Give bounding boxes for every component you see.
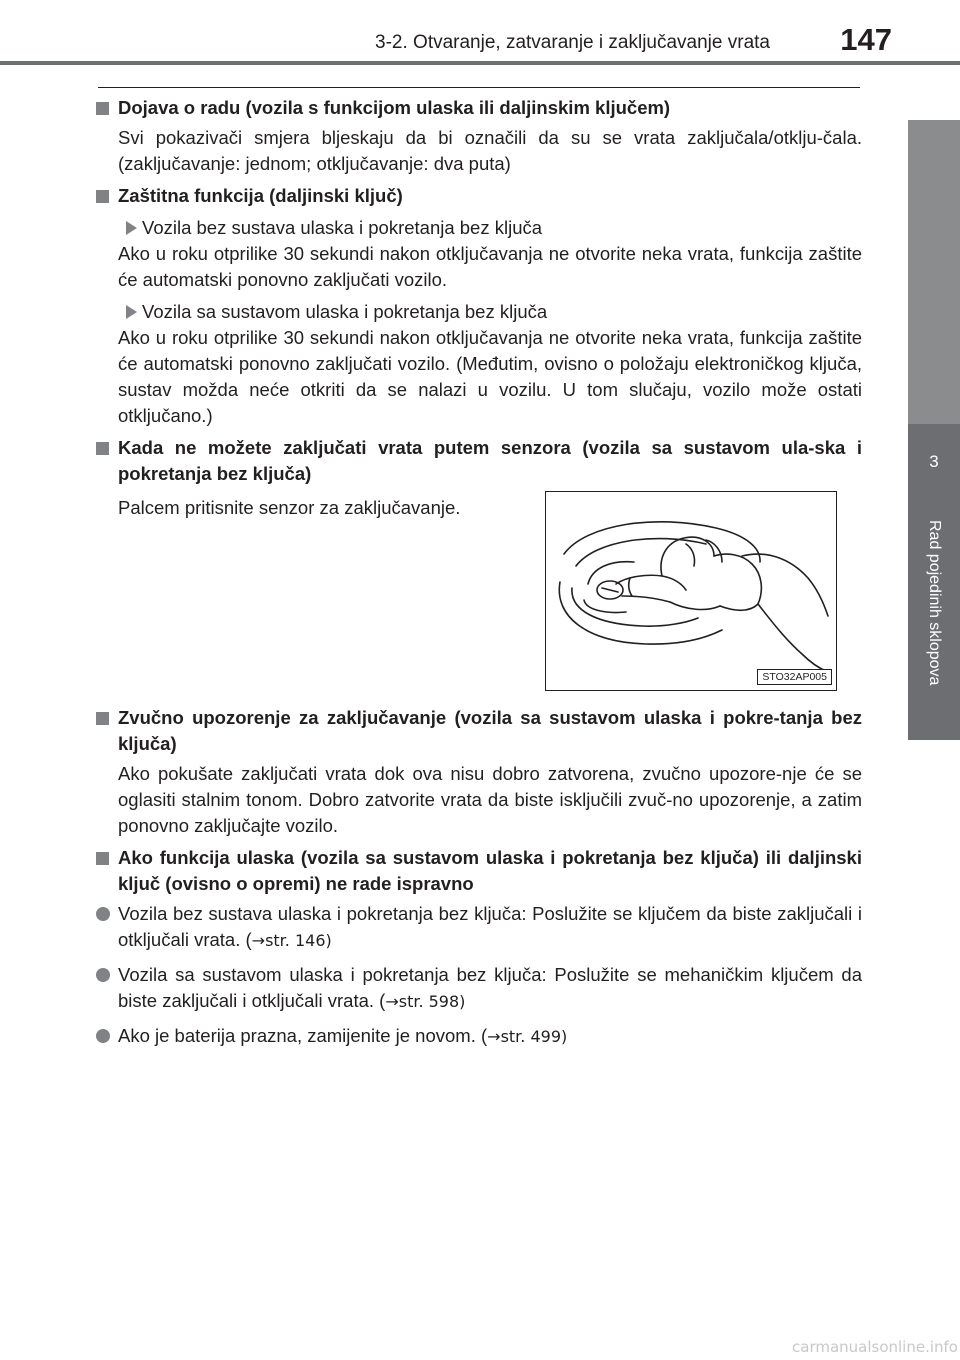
page-header bbox=[0, 0, 960, 70]
page-content bbox=[96, 95, 862, 1058]
list-item-text: Ako je baterija prazna, zamijenite je novom. ( bbox=[118, 1025, 488, 1046]
figure-row bbox=[96, 491, 862, 695]
chapter-number: 3 bbox=[908, 424, 960, 500]
round-bullet-icon bbox=[96, 1029, 110, 1043]
list-item bbox=[96, 962, 862, 1015]
watermark: carmanualsonline.info bbox=[792, 1338, 958, 1356]
triangle-arrow-icon bbox=[126, 305, 137, 319]
paragraph: Svi pokazivači smjera bljeskaju da bi označili da su se vrata zaključala/otklju-čala. (zaključavanje: jednom; otključavanje: dva puta) bbox=[118, 127, 862, 174]
heading-text: Zvučno upozorenje za zaključavanje (vozila sa sustavom ulaska i pokre-tanja bez ključa) bbox=[118, 707, 862, 754]
section-heading bbox=[96, 845, 862, 897]
page-reference-link[interactable]: →str. 499) bbox=[487, 1027, 568, 1046]
list-item-text: Vozila bez sustava ulaska i pokretanja bez ključa: Poslužite se ključem da biste zaključali i otključali vrata. ( bbox=[118, 903, 862, 950]
figure-code-label: STO32AP005 bbox=[757, 669, 832, 685]
triangle-arrow-icon bbox=[126, 221, 137, 235]
figure-caption: Palcem pritisnite senzor za zaključavanje. bbox=[118, 497, 461, 518]
page-reference-link[interactable]: →str. 598) bbox=[385, 992, 466, 1011]
heading-text: Ako funkcija ulaska (vozila sa sustavom ulaska i pokretanja bez ključa) ili daljinski ključ (ovisno o opremi) ne rade ispravno bbox=[118, 847, 862, 894]
round-bullet-icon bbox=[96, 968, 110, 982]
content-top-rule bbox=[98, 87, 860, 88]
square-bullet-icon bbox=[96, 852, 109, 865]
list-item bbox=[96, 1023, 862, 1050]
section-title: 3-2. Otvaranje, zatvaranje i zaključavanje vrata bbox=[375, 32, 770, 53]
list-item-text: Vozila sa sustavom ulaska i pokretanja bez ključa: Poslužite se mehaničkim ključem da biste zaključali i otključali vrata. ( bbox=[118, 964, 862, 1011]
subheading-text: Vozila bez sustava ulaska i pokretanja bez ključa bbox=[142, 217, 543, 238]
subheading bbox=[96, 215, 862, 241]
square-bullet-icon bbox=[96, 190, 109, 203]
subheading-text: Vozila sa sustavom ulaska i pokretanja bez ključa bbox=[142, 301, 548, 322]
door-handle-illustration bbox=[545, 491, 837, 691]
side-tab-upper bbox=[908, 120, 960, 424]
square-bullet-icon bbox=[96, 712, 109, 725]
subheading bbox=[96, 299, 862, 325]
section-heading bbox=[96, 95, 862, 121]
section-heading bbox=[96, 705, 862, 757]
page-reference-link[interactable]: →str. 146) bbox=[251, 931, 332, 950]
square-bullet-icon bbox=[96, 442, 109, 455]
paragraph: Ako pokušate zaključati vrata dok ova nisu dobro zatvorena, zvučno upozore-nje će se oglasiti stalnim tonom. Dobro zatvorite vrata da biste isključili zvuč-no upozorenje, a zatim ponovno zaključajte vozilo. bbox=[118, 763, 862, 836]
thumb-pressing-sensor-drawing bbox=[546, 492, 836, 690]
heading-text: Dojava o radu (vozila s funkcijom ulaska ili daljinskim ključem) bbox=[118, 97, 671, 118]
page-number: 147 bbox=[840, 22, 892, 57]
section-heading bbox=[96, 435, 862, 487]
header-rule bbox=[0, 61, 960, 65]
section-heading bbox=[96, 183, 862, 209]
round-bullet-icon bbox=[96, 907, 110, 921]
square-bullet-icon bbox=[96, 102, 109, 115]
heading-text: Kada ne možete zaključati vrata putem senzora (vozila sa sustavom ula-ska i pokretanja bez ključa) bbox=[118, 437, 862, 484]
paragraph: Ako u roku otprilike 30 sekundi nakon otključavanja ne otvorite neka vrata, funkcija zaštite će automatski ponovno zaključati vozilo. bbox=[118, 243, 862, 290]
chapter-title: Rad pojedinih sklopova bbox=[926, 520, 943, 686]
paragraph: Ako u roku otprilike 30 sekundi nakon otključavanja ne otvorite neka vrata, funkcija zaštite će automatski ponovno zaključati vozilo. (Međutim, ovisno o položaju elektroničkog ključa, sustav možda neće otkriti da se nalazi u vozilu. U tom slučaju, vozilo može ostati otključano.) bbox=[118, 327, 862, 426]
heading-text: Zaštitna funkcija (daljinski ključ) bbox=[118, 185, 403, 206]
list-item bbox=[96, 901, 862, 954]
